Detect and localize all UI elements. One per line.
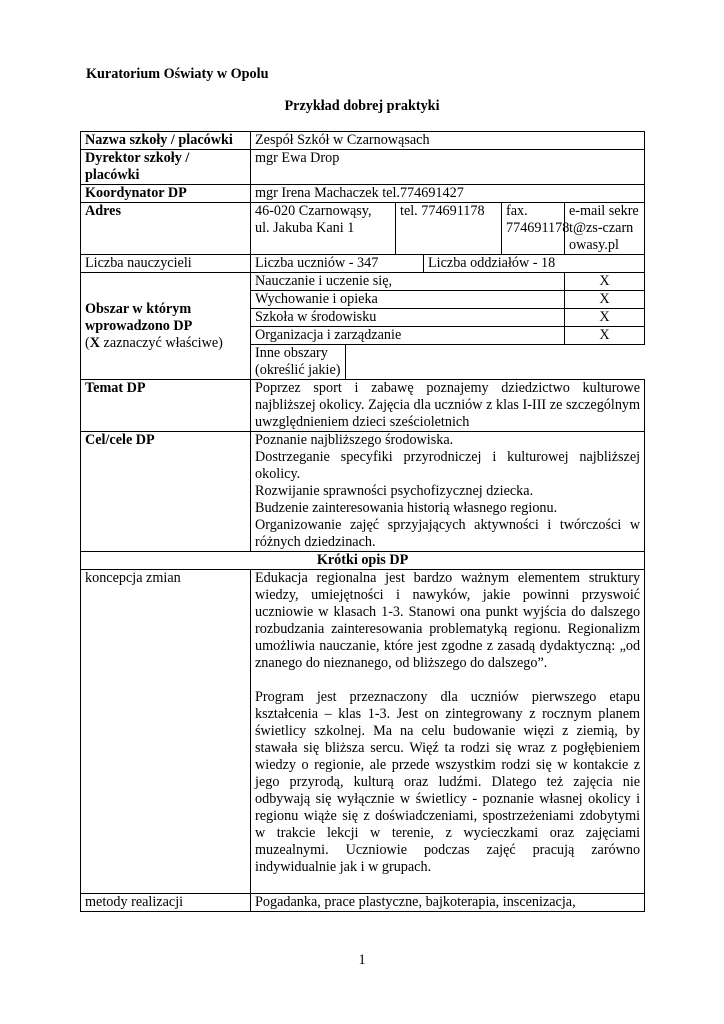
other-areas: Inne obszary (określić jakie) bbox=[251, 345, 346, 380]
teachers-label: Liczba nauczycieli bbox=[81, 255, 251, 273]
methods-label: metody realizacji bbox=[81, 894, 251, 912]
other-areas-value bbox=[346, 345, 645, 380]
area-mark: X bbox=[565, 273, 645, 291]
goals-list bbox=[251, 432, 645, 552]
row-director bbox=[81, 150, 645, 185]
row-topic bbox=[81, 380, 645, 432]
area-label: Obszar w którym wprowadzono DP bbox=[85, 300, 193, 334]
paragraph-gap bbox=[255, 672, 640, 689]
area-note-x: X bbox=[89, 334, 100, 351]
fax-value: fax. 774691178 bbox=[502, 203, 565, 255]
row-school bbox=[81, 132, 645, 150]
school-label: Nazwa szkoły / placówki bbox=[81, 132, 251, 150]
area-note: zaznaczyć właściwe) bbox=[99, 334, 223, 351]
topic-label: Temat DP bbox=[81, 380, 251, 432]
document-org: Kuratorium Oświaty w Opolu bbox=[86, 66, 269, 82]
methods-value: Pogadanka, prace plastyczne, bajkoterapia, inscenizacja, bbox=[251, 894, 645, 912]
row-coordinator bbox=[81, 185, 645, 203]
goal-item: Rozwijanie sprawności psychofizycznej dziecka. bbox=[255, 483, 534, 499]
students-count: Liczba uczniów - 347 bbox=[251, 255, 424, 273]
area-label-cell bbox=[81, 273, 251, 380]
practice-table bbox=[80, 131, 645, 912]
coordinator-label: Koordynator DP bbox=[81, 185, 251, 203]
address-value bbox=[251, 203, 396, 255]
row-area-1 bbox=[81, 273, 645, 291]
document-subtitle: Przykład dobrej praktyki bbox=[284, 98, 440, 114]
director-value: mgr Ewa Drop bbox=[251, 150, 645, 185]
goal-item: Poznanie najbliższego środowiska. bbox=[255, 432, 454, 448]
area-mark: X bbox=[565, 309, 645, 327]
concept-value bbox=[251, 570, 645, 894]
row-methods bbox=[81, 894, 645, 912]
row-short-desc-heading bbox=[81, 552, 645, 570]
area-mark: X bbox=[565, 291, 645, 309]
goal-item: Organizowanie zajęć sprzyjających aktywności i twórczości w różnych dziedzinach. bbox=[255, 517, 641, 550]
address-label: Adres bbox=[81, 203, 251, 255]
divisions-count: Liczba oddziałów - 18 bbox=[424, 255, 645, 273]
concept-paragraph-2: Program jest przeznaczony dla uczniów pierwszego etapu kształcenia – klas 1-3. Jest on zintegrowany z rocznym planem świetlicy szkolnej. Ma na celu budowanie więzi z ziemią, by stawała się bliższa sercu. Więź ta rodzi się wraz z pogłębieniem wiedzy o regionie, ale przede wszystkim rodzi się w kontakcie z jego przyrodą, kulturą oraz ludźmi. Dlatego też zajęcia nie odbywają się wyłącznie w świetlicy - poznanie własnej okolicy i regionu wiąże się z doświadczeniami, spostrzeżeniami zdobytymi w trakcie lekcji w terenie, z wycieczkami oraz zajęciami muzealnymi. Uczniowie podczas zajęć pracują zarówno indywidualnie jak i w grupach. bbox=[255, 689, 641, 875]
school-value: Zespół Szkół w Czarnowąsach bbox=[251, 132, 645, 150]
concept-paragraph-1: Edukacja regionalna jest bardzo ważnym elementem struktury wiedzy, umiejętności i nawyków, jakie powinni przyswoić uczniowie w klasach 1-3. Stanowi ona punkt wyjścia do dalszego rozbudzania zainteresowania problematyką regionu. Regionalizm umożliwia nauczanie, które jest zgodne z zasadą dydaktyczną: „od znanego do nieznanego, od bliższego do dalszego”. bbox=[255, 570, 641, 671]
area-name: Wychowanie i opieka bbox=[251, 291, 565, 309]
concept-label: koncepcja zmian bbox=[81, 570, 251, 894]
director-label: Dyrektor szkoły / placówki bbox=[81, 150, 251, 185]
row-concept bbox=[81, 570, 645, 894]
coordinator-value: mgr Irena Machaczek tel.774691427 bbox=[251, 185, 645, 203]
area-name: Nauczanie i uczenie się, bbox=[251, 273, 565, 291]
area-name: Szkoła w środowisku bbox=[251, 309, 565, 327]
goal-item: Dostrzeganie specyfiki przyrodniczej i kulturowej najbliższej okolicy. bbox=[255, 449, 641, 482]
email-value: e-mail sekret@zs-czarnowasy.pl bbox=[565, 203, 645, 255]
goals-label: Cel/cele DP bbox=[81, 432, 251, 552]
address-line2: ul. Jakuba Kani 1 bbox=[255, 220, 355, 236]
tel-value: tel. 774691178 bbox=[396, 203, 502, 255]
page-number: 1 bbox=[358, 952, 366, 968]
row-address bbox=[81, 203, 645, 255]
row-counts bbox=[81, 255, 645, 273]
area-note-open: ( bbox=[85, 334, 90, 351]
goal-item: Budzenie zainteresowania historią własnego regionu. bbox=[255, 500, 558, 516]
paragraph-gap bbox=[255, 876, 640, 893]
area-name: Organizacja i zarządzanie bbox=[251, 327, 565, 345]
address-line1: 46-020 Czarnowąsy, bbox=[255, 203, 372, 219]
topic-value: Poprzez sport i zabawę poznajemy dziedzictwo kulturowe najbliższej okolicy. Zajęcia dla uczniów z klas I-III ze szczególnym uwzględnieniem dzieci sześcioletnich bbox=[251, 380, 645, 432]
row-goals bbox=[81, 432, 645, 552]
short-desc-heading: Krótki opis DP bbox=[81, 552, 645, 570]
area-mark: X bbox=[565, 327, 645, 345]
